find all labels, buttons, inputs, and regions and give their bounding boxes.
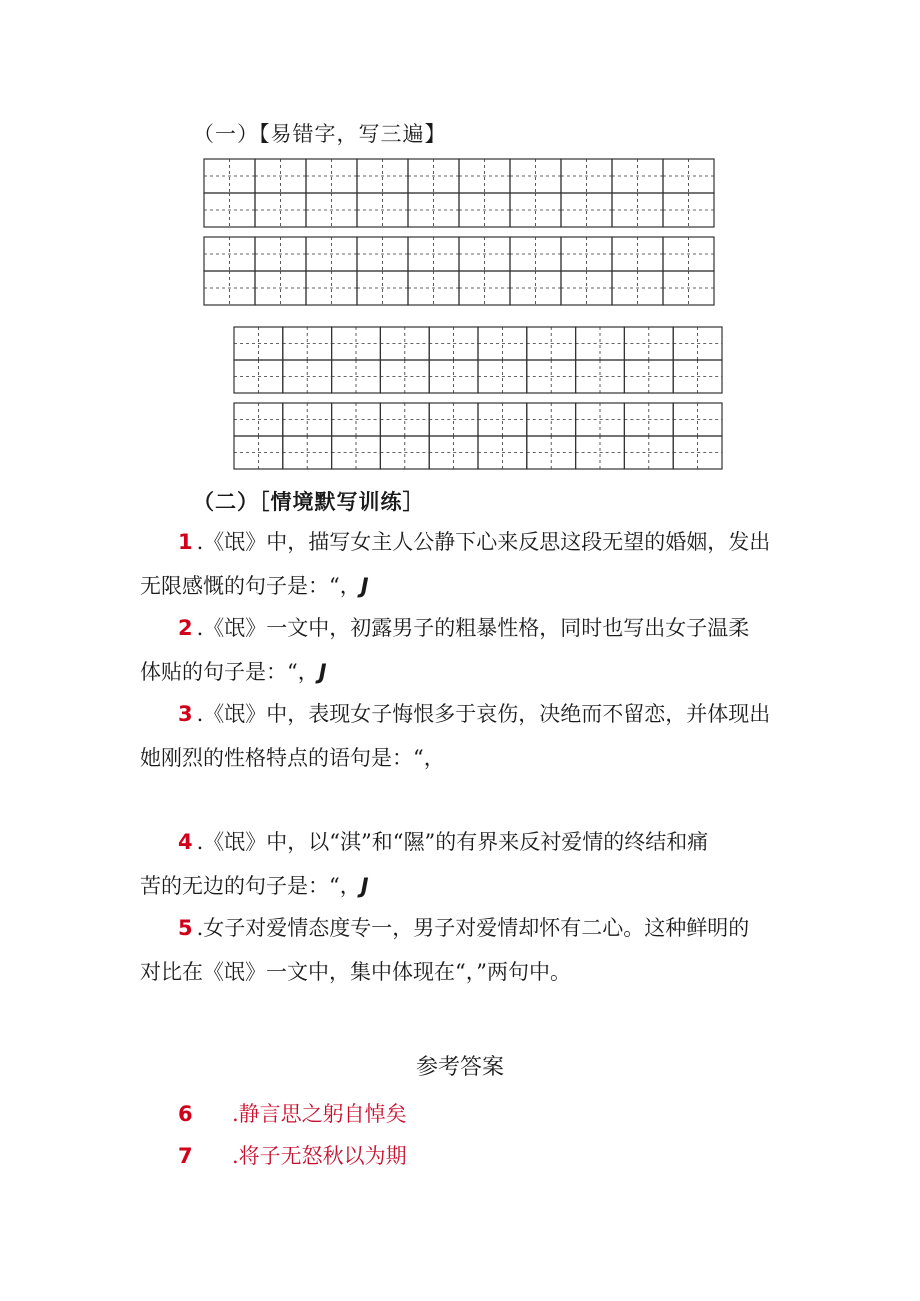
question-text-cont: 无限感慨的句子是：“， (140, 574, 361, 598)
question-text-cont: 体贴的句子是：“， (140, 660, 319, 684)
answer-number: 6 (178, 1102, 193, 1126)
question-text: .《氓》中，以“淇”和“隰”的有界来反衬爱情的终结和痛 (196, 830, 709, 854)
answers-heading: 参考答案 (415, 1055, 504, 1080)
question-number: 1 (178, 530, 193, 554)
question-text: .《氓》一文中，初露男子的粗暴性格，同时也写出女子温柔 (196, 616, 750, 640)
question-text-cont: 苦的无边的句子是：“， (140, 874, 361, 898)
question-text-cont: 她刚烈的性格特点的语句是：“， (140, 746, 445, 770)
question-1 (140, 520, 790, 608)
writing-grid-2[interactable] (203, 236, 715, 306)
answer-blank-mark: J (360, 574, 369, 598)
question-2 (140, 606, 790, 694)
answer-number: 7 (178, 1144, 193, 1168)
writing-grid-3[interactable] (233, 326, 723, 394)
question-text: .女子对爱情态度专一，男子对爱情却怀有二心。这种鲜明的 (196, 916, 750, 940)
question-text-cont: 对比在《氓》一文中，集中体现在“，”两句中。 (140, 960, 571, 984)
question-number: 5 (178, 916, 193, 940)
question-5 (140, 906, 790, 994)
question-text: .《氓》中，表现女子悔恨多于哀伤，决绝而不留恋，并体现出 (196, 702, 771, 726)
question-number: 2 (178, 616, 193, 640)
answer-text: .静言思之躬自悼矣 (232, 1102, 407, 1126)
section-title-recitation-training: （二）［情境默写训练］ (193, 490, 425, 514)
answer-item-7 (178, 1140, 407, 1170)
question-number: 4 (178, 830, 193, 854)
writing-grid-4[interactable] (233, 402, 723, 470)
answer-text: .将子无怒秋以为期 (232, 1144, 407, 1168)
answer-item-6 (178, 1098, 407, 1128)
answer-blank-mark: J (360, 874, 369, 898)
section-title-easy-characters: （一）【易错字，写三遍】 (193, 122, 447, 146)
question-text: .《氓》中，描写女主人公静下心来反思这段无望的婚姻，发出 (196, 530, 771, 554)
answer-blank-mark: J (318, 660, 327, 684)
question-number: 3 (178, 702, 193, 726)
writing-grid-1[interactable] (203, 158, 715, 228)
question-3 (140, 692, 790, 780)
question-4 (140, 820, 790, 908)
